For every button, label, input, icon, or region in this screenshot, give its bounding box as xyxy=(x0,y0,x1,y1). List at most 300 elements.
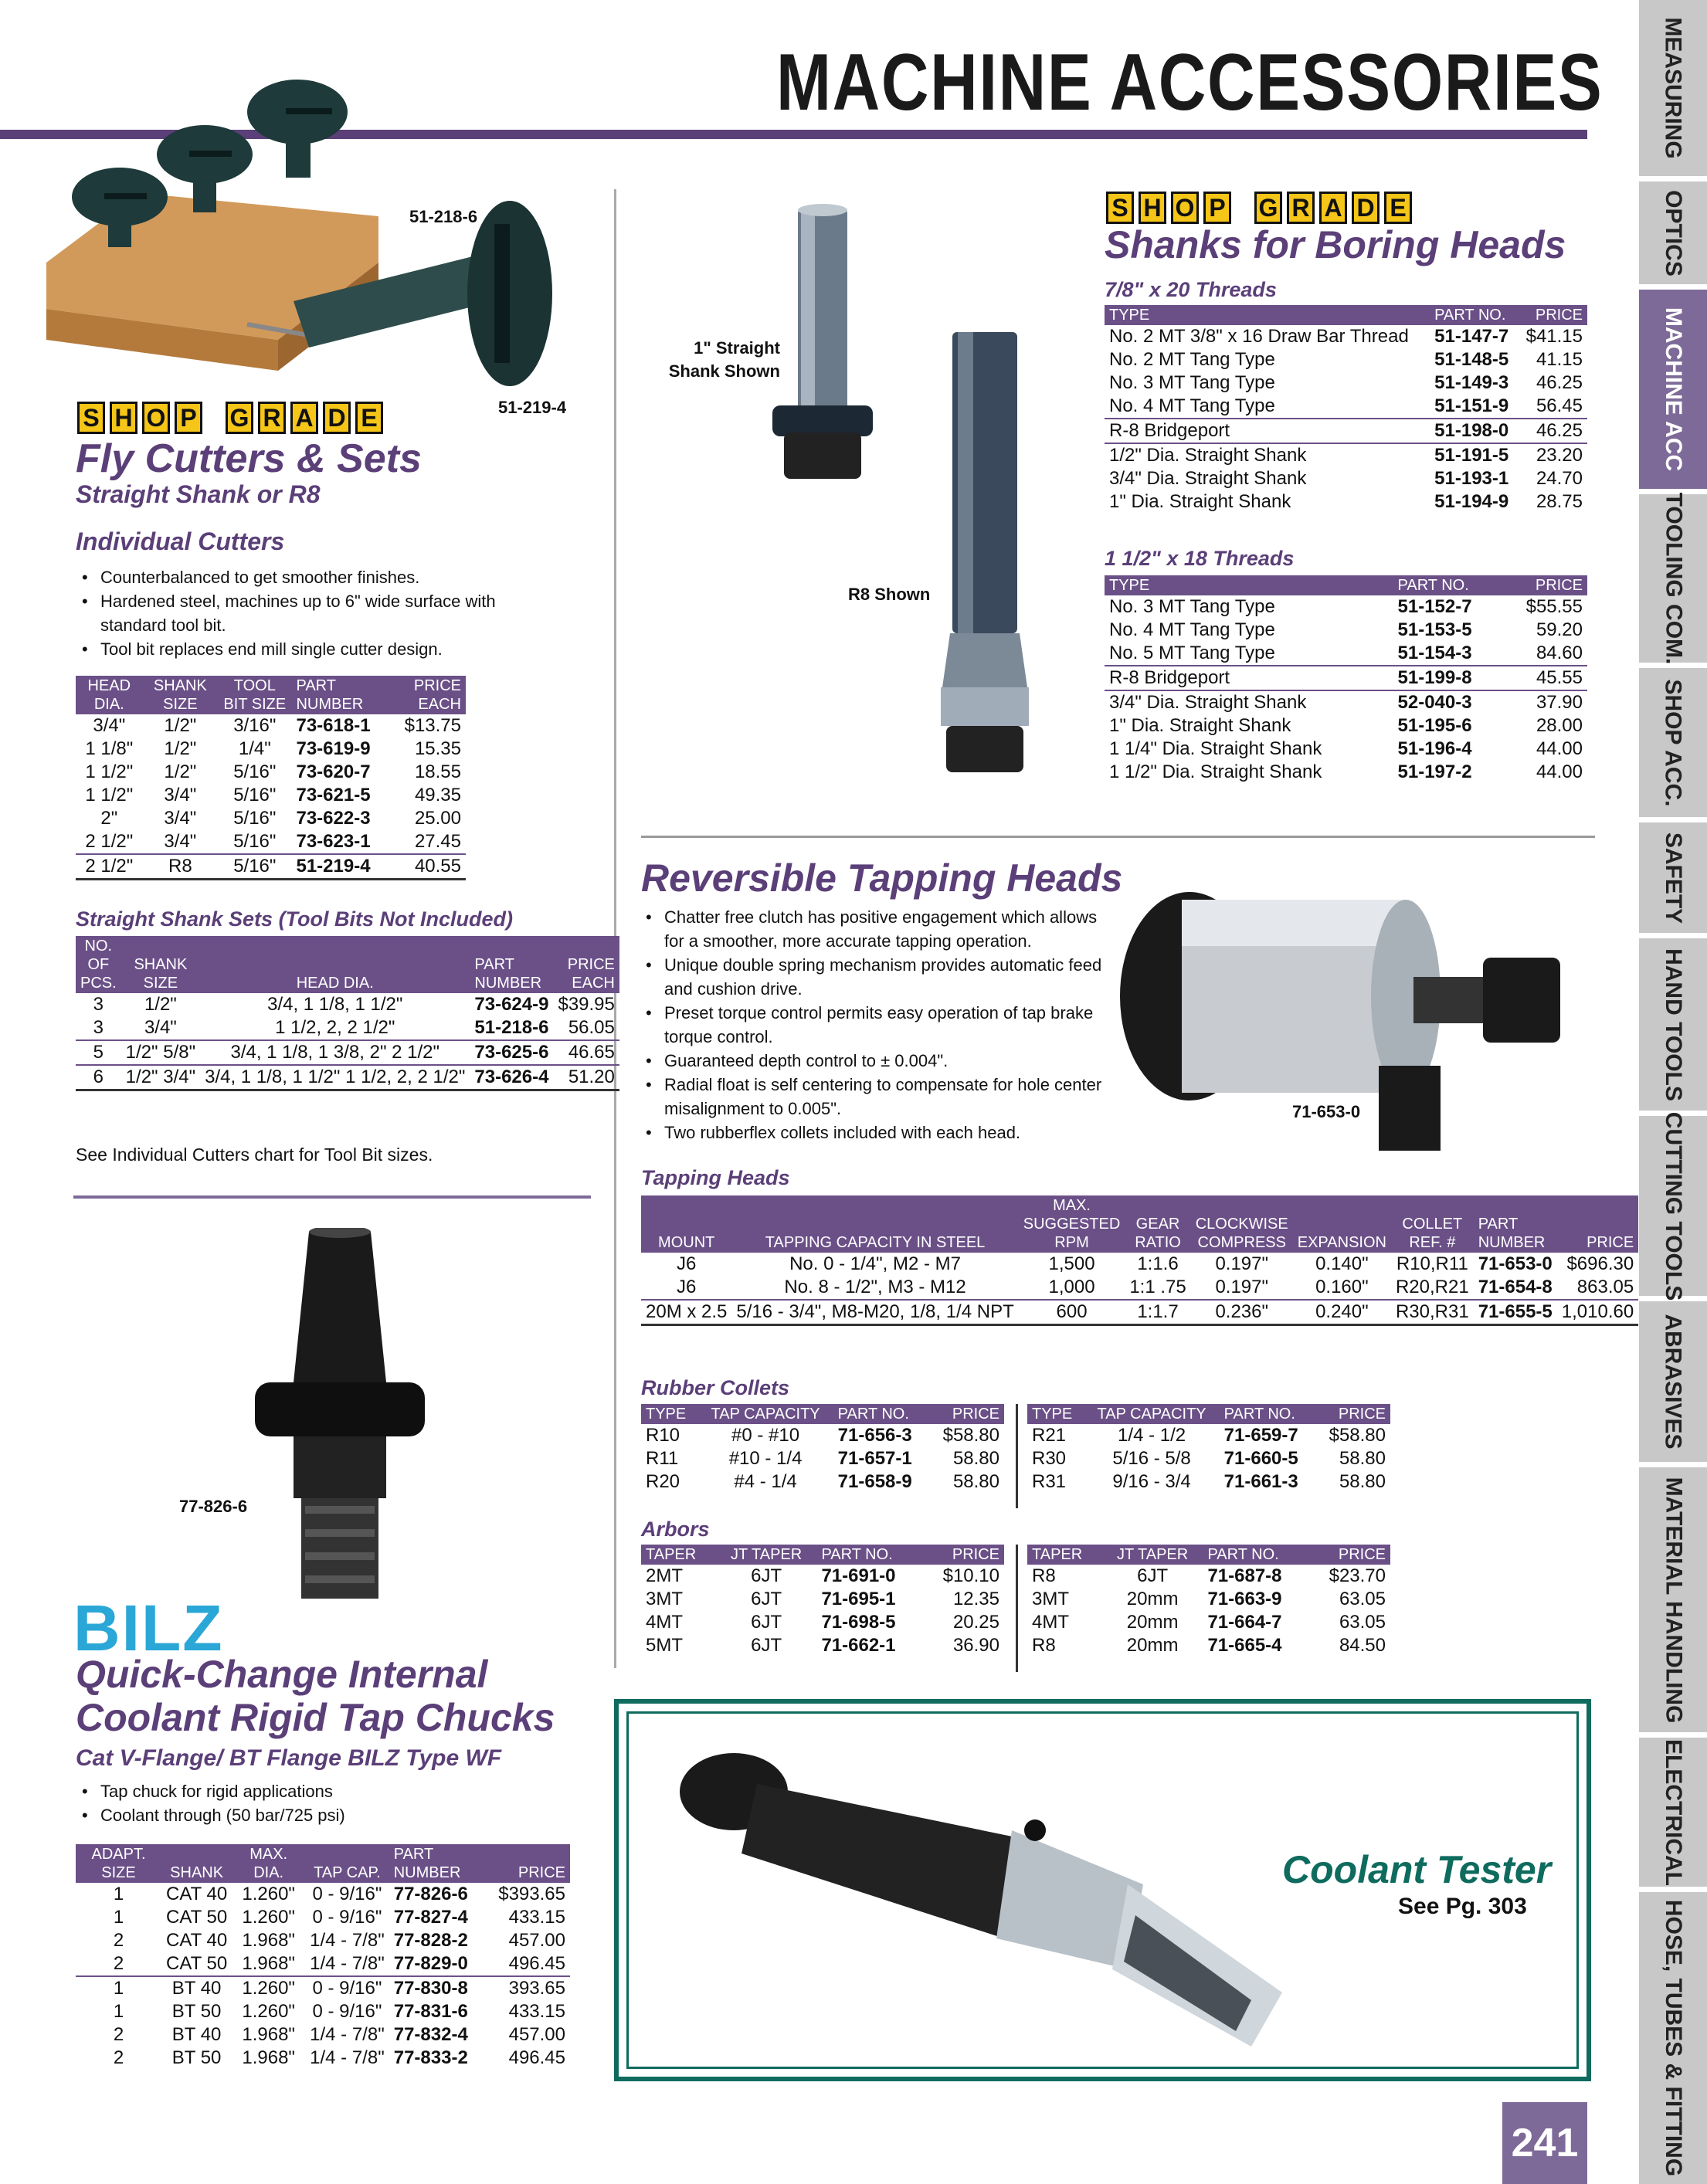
table-cell: 71-659-7 xyxy=(1223,1425,1298,1446)
table-cell: 73-626-4 xyxy=(470,1065,553,1090)
table-cell: 73-622-3 xyxy=(296,808,371,829)
table-cell: 1/2" xyxy=(164,761,197,782)
photo-label-51-219-4: 51-219-4 xyxy=(498,398,567,417)
table-cell: J6 xyxy=(677,1277,697,1297)
column-header: TOOL BIT SIZE xyxy=(218,676,291,714)
side-tab-label: TOOLING COM. xyxy=(1661,492,1686,665)
table-cell: 58.80 xyxy=(1339,1471,1386,1492)
bullet-item: • Two rubberflex collets included with each head. xyxy=(641,1121,1105,1145)
table-row xyxy=(1105,348,1587,371)
table-cell: 1.968" xyxy=(242,2047,295,2068)
side-tab-electrical[interactable] xyxy=(1637,1738,1707,1887)
column-header: TAPER xyxy=(1027,1545,1102,1565)
table-cell: 36.90 xyxy=(952,1635,999,1656)
table-row xyxy=(76,1040,619,1065)
table-cell: 1/4 - 7/8" xyxy=(310,2024,385,2045)
table-cell: 73-620-7 xyxy=(296,761,371,782)
table-cell: BT 50 xyxy=(171,2047,222,2068)
table-cell: 0.197" xyxy=(1215,1277,1269,1297)
table-cell: 3/4" xyxy=(164,831,197,852)
side-tab-label: MACHINE ACC xyxy=(1661,307,1686,472)
column-header: PRICE xyxy=(1308,1545,1390,1565)
table-cell: 6JT xyxy=(751,1589,782,1609)
shop-grade-letter: G xyxy=(226,402,253,434)
table-cell: 20mm xyxy=(1126,1635,1179,1656)
column-header: TAPER xyxy=(641,1545,716,1565)
table-cell: 1.968" xyxy=(242,2024,295,2045)
table-cell: No. 2 MT Tang Type xyxy=(1109,349,1275,370)
bullet-item: • Unique double spring mechanism provides automatic feed and cushion drive. xyxy=(641,953,1105,1001)
shop-grade-letter: G xyxy=(1254,192,1282,224)
table-cell: 71-695-1 xyxy=(821,1589,896,1609)
shop-grade-letter: E xyxy=(355,402,383,434)
table-cell: $10.10 xyxy=(942,1565,999,1586)
table-cell: 1/4 - 7/8" xyxy=(310,1930,385,1951)
column-header: PART NUMBER xyxy=(291,676,387,714)
table-cell: $55.55 xyxy=(1525,596,1583,617)
column-header: EXPANSION xyxy=(1293,1195,1391,1253)
table-row xyxy=(1105,714,1587,738)
section-divider xyxy=(73,1195,591,1199)
side-tab-machine-acc[interactable] xyxy=(1637,290,1707,489)
table-cell: 393.65 xyxy=(494,1976,570,2000)
shop-grade-letter xyxy=(207,402,221,434)
table-cell: 1,000 xyxy=(1048,1277,1095,1297)
r8-shank-label: R8 Shown xyxy=(848,585,931,604)
table-cell: 1" Dia. Straight Shank xyxy=(1109,491,1291,512)
section-divider xyxy=(641,836,1595,838)
bullet-item: • Tool bit replaces end mill single cutter design. xyxy=(77,637,510,661)
table-cell: 1 1/2" xyxy=(85,785,134,805)
table-row xyxy=(76,854,466,880)
table-cell: 5 xyxy=(76,1040,121,1065)
table-cell: 6JT xyxy=(751,1612,782,1633)
table-cell: 4MT xyxy=(1032,1612,1069,1633)
table-cell: 0 - 9/16" xyxy=(312,1907,382,1928)
table-cell: 51-152-7 xyxy=(1397,596,1472,617)
table-row xyxy=(76,807,466,830)
column-header: PRICE xyxy=(494,1844,570,1883)
table-cell: 1 xyxy=(76,1976,161,2000)
table-cell: 433.15 xyxy=(508,2001,565,2022)
table-row xyxy=(76,1906,570,1929)
table-cell: 77-831-6 xyxy=(393,2001,468,2022)
table-cell: 71-653-0 xyxy=(1478,1253,1553,1274)
table-cell: 40.55 xyxy=(387,854,466,880)
bullet-item: • Counterbalanced to get smoother finishes. xyxy=(77,565,510,589)
individual-cutters-heading: Individual Cutters xyxy=(76,527,285,555)
table-cell: 3 xyxy=(93,994,104,1015)
table-cell: 71-656-3 xyxy=(837,1425,912,1446)
table-cell: 5/16" xyxy=(233,831,277,852)
side-tab-label: CUTTING TOOLS xyxy=(1661,1111,1687,1301)
shop-grade-letter: D xyxy=(323,402,351,434)
table-cell: 1 1/2" Dia. Straight Shank xyxy=(1109,761,1322,782)
tapping-heads-subheading: Tapping Heads xyxy=(641,1166,790,1189)
table-cell: R8 xyxy=(1032,1565,1056,1586)
table-cell: 20mm xyxy=(1126,1589,1179,1609)
table-row xyxy=(76,1976,570,2000)
side-tab-shop-acc-[interactable] xyxy=(1637,668,1707,817)
table-cell: 51-195-6 xyxy=(1397,715,1472,736)
bullet-item: • Coolant through (50 bar/725 psi) xyxy=(77,1803,541,1827)
side-tab-label: MEASURING xyxy=(1661,17,1686,159)
shop-grade-letter: O xyxy=(142,402,170,434)
table-cell: 1.260" xyxy=(242,1907,295,1928)
table-cell: 51-198-0 xyxy=(1430,419,1518,443)
bullet-item: • Radial float is self centering to compensate for hole center misalignment to 0.005". xyxy=(641,1073,1105,1121)
table-cell: 0.140" xyxy=(1315,1253,1369,1274)
table-cell: 0 - 9/16" xyxy=(305,1976,389,2000)
arbors-heading: Arbors xyxy=(641,1518,710,1541)
column-header: TYPE xyxy=(1027,1404,1084,1424)
column-header: TYPE xyxy=(1105,575,1393,595)
table-cell: 51-194-9 xyxy=(1434,491,1509,512)
table-cell: R-8 Bridgeport xyxy=(1105,419,1430,443)
table-cell: 3MT xyxy=(1032,1589,1069,1609)
table-cell: CAT 40 xyxy=(166,1884,228,1904)
table-cell: 1/4 - 7/8" xyxy=(310,1953,385,1974)
table-cell: 1 xyxy=(113,1907,124,1928)
table-row xyxy=(1027,1447,1390,1470)
table-cell: 51-199-8 xyxy=(1393,666,1502,690)
table-cell: 24.70 xyxy=(1536,468,1583,489)
table-cell: 3MT xyxy=(646,1589,683,1609)
table-cell: 1:1 .75 xyxy=(1129,1277,1186,1297)
table-cell: 3/4" xyxy=(144,1017,177,1038)
column-header: SHANK SIZE xyxy=(121,936,200,993)
table-cell: 20.25 xyxy=(952,1612,999,1633)
table-cell: 12.35 xyxy=(952,1589,999,1609)
rubber-collets-table-left xyxy=(641,1404,1004,1494)
side-tab-tooling-com-[interactable] xyxy=(1637,494,1707,663)
table-cell: 51-191-5 xyxy=(1430,443,1518,467)
table-cell: 0 - 9/16" xyxy=(312,2001,382,2022)
table-cell: R31 xyxy=(1032,1471,1067,1492)
coolant-tester-ref: See Pg. 303 xyxy=(1398,1894,1527,1919)
side-tab-label: OPTICS xyxy=(1661,189,1686,276)
table-row xyxy=(76,1065,619,1090)
table-cell: 71-665-4 xyxy=(1207,1635,1282,1656)
table-cell: 1/2" xyxy=(144,994,177,1015)
table-cell: 1.260" xyxy=(242,2001,295,2022)
table-cell: 2 1/2" xyxy=(85,831,134,852)
table-cell: 63.05 xyxy=(1339,1612,1386,1633)
rubber-collets-table-right xyxy=(1027,1404,1390,1494)
table-cell: R20 xyxy=(646,1471,680,1492)
table-cell: #10 - 1/4 xyxy=(728,1448,803,1469)
table-cell: 3/4" xyxy=(164,808,197,829)
table-row xyxy=(1027,1424,1390,1447)
table-cell: 28.75 xyxy=(1536,491,1583,512)
table-row xyxy=(1027,1470,1390,1494)
straight-shank-sets-heading: Straight Shank Sets (Tool Bits Not Included) xyxy=(76,907,514,931)
fly-cutters-subtitle: Straight Shank or R8 xyxy=(76,480,321,508)
table-cell: 71-663-9 xyxy=(1207,1589,1282,1609)
side-tab-label: ELECTRICAL xyxy=(1661,1738,1686,1886)
table-cell: 1/2" Dia. Straight Shank xyxy=(1105,443,1430,467)
table-cell: 58.80 xyxy=(952,1471,999,1492)
table-cell: 1 1/2, 2, 2 1/2" xyxy=(275,1017,395,1038)
arbors-table-right xyxy=(1027,1545,1390,1657)
table-cell: No. 8 - 1/2", M3 - M12 xyxy=(784,1277,966,1297)
table-row xyxy=(76,1883,570,1906)
table-row xyxy=(641,1253,1638,1276)
column-header: PRICE xyxy=(921,1545,1004,1565)
table-cell: 58.80 xyxy=(952,1448,999,1469)
page-title: MACHINE ACCESSORIES xyxy=(775,38,1603,127)
table-cell: 1/2" 3/4" xyxy=(121,1065,200,1090)
bullet-item: • Hardened steel, machines up to 6" wide surface with standard tool bit. xyxy=(77,589,510,637)
column-header: PRICE xyxy=(1315,1404,1390,1424)
table-cell: 1/2" xyxy=(164,738,197,759)
table-row xyxy=(1105,325,1587,348)
table-cell: 1" Dia. Straight Shank xyxy=(1109,715,1291,736)
table-cell: 1.968" xyxy=(242,1953,295,1974)
table-cell: $39.95 xyxy=(558,994,615,1015)
table-cell: 51-193-1 xyxy=(1434,468,1509,489)
side-tab-label: ABRASIVES xyxy=(1661,1314,1687,1450)
side-tab-abrasives[interactable] xyxy=(1637,1301,1707,1462)
table-cell: 51-218-6 xyxy=(474,1017,549,1038)
table-row xyxy=(76,761,466,784)
side-tab-hose-tubes-fitting[interactable] xyxy=(1637,1892,1707,2184)
shop-grade-letter: A xyxy=(290,402,318,434)
table-cell: 25.00 xyxy=(414,808,461,829)
table-cell: 6 xyxy=(76,1065,121,1090)
table-cell: 2 1/2" xyxy=(76,854,143,880)
table-cell: No. 4 MT Tang Type xyxy=(1109,619,1275,640)
column-header: HEAD DIA. xyxy=(76,676,143,714)
table-cell: 5/16 - 3/4", M8-M20, 1/8, 1/4 NPT xyxy=(731,1300,1018,1325)
table-cell: 27.45 xyxy=(414,831,461,852)
table-row xyxy=(1105,490,1587,514)
table-row xyxy=(641,1588,1004,1611)
table-cell: 77-828-2 xyxy=(393,1930,468,1951)
table-row xyxy=(76,1929,570,1952)
table-row xyxy=(76,738,466,761)
table-cell: 71-657-1 xyxy=(837,1448,912,1469)
table-cell: 77-832-4 xyxy=(393,2024,468,2045)
table-row xyxy=(1027,1634,1390,1657)
table-row xyxy=(1105,666,1587,690)
tapping-heads-table xyxy=(641,1195,1638,1326)
shop-grade-badge xyxy=(77,402,383,434)
table-cell: 51-196-4 xyxy=(1397,738,1472,759)
tool-bit-note: See Individual Cutters chart for Tool Bit sizes. xyxy=(76,1145,433,1165)
column-header: PRICE xyxy=(1518,305,1587,325)
column-header: SHANK SIZE xyxy=(143,676,219,714)
table-cell: No. 4 MT Tang Type xyxy=(1109,395,1275,416)
table-cell: 45.55 xyxy=(1502,666,1587,690)
shop-grade-letter: S xyxy=(77,402,105,434)
arbors-table-left xyxy=(641,1545,1004,1657)
fly-cutters-title: Fly Cutters & Sets xyxy=(76,436,422,481)
table-row xyxy=(76,2047,570,2070)
side-tab-hand-tools[interactable] xyxy=(1637,938,1707,1111)
table-cell: 46.65 xyxy=(553,1040,619,1065)
table-cell: 1 1/2" xyxy=(85,761,134,782)
table-row xyxy=(1105,467,1587,490)
column-divider xyxy=(614,189,616,1668)
shop-grade-letter: H xyxy=(1139,192,1166,224)
side-tab-label: HAND TOOLS xyxy=(1661,948,1687,1101)
table-cell: 59.20 xyxy=(1536,619,1583,640)
table-cell: 51-197-2 xyxy=(1397,761,1472,782)
table-cell: 863.05 xyxy=(1576,1277,1634,1297)
table-row xyxy=(76,1016,619,1040)
table-cell: R30 xyxy=(1032,1448,1067,1469)
table-cell: 496.45 xyxy=(508,1953,565,1974)
coolant-tester-title: Coolant Tester xyxy=(1282,1848,1552,1891)
side-tab-measuring[interactable] xyxy=(1637,0,1707,176)
table-cell: 15.35 xyxy=(414,738,461,759)
column-header: PART NO. xyxy=(1203,1545,1307,1565)
straight-shank-sets-table xyxy=(76,936,619,1091)
table-cell: 3/4" xyxy=(93,715,126,736)
shanks-table-2 xyxy=(1105,575,1587,784)
table-row xyxy=(76,784,466,807)
table-cell: 1.260" xyxy=(232,1976,305,2000)
bilz-title-2: Coolant Rigid Tap Chucks xyxy=(76,1696,555,1739)
table-cell: 71-655-5 xyxy=(1474,1300,1557,1325)
table-row xyxy=(1105,371,1587,395)
table-cell: 20M x 2.5 xyxy=(641,1300,731,1325)
divider xyxy=(1016,1545,1018,1672)
shop-grade-letter: A xyxy=(1319,192,1347,224)
table-row xyxy=(1027,1588,1390,1611)
table-cell: 1/2" xyxy=(164,715,197,736)
table-cell: 0.160" xyxy=(1315,1277,1369,1297)
column-header: JT TAPER xyxy=(716,1545,817,1565)
table-cell: 44.00 xyxy=(1536,738,1583,759)
table-row xyxy=(641,1276,1638,1300)
tap-chuck-photo xyxy=(239,1228,440,1630)
side-tab-optics[interactable] xyxy=(1637,181,1707,284)
table-cell: 2 xyxy=(113,1953,124,1974)
table-cell: 3/16" xyxy=(233,715,277,736)
table-cell: $393.65 xyxy=(498,1884,565,1904)
table-cell: 44.00 xyxy=(1536,761,1583,782)
table-cell: 6JT xyxy=(751,1565,782,1586)
table-cell: 2 xyxy=(113,2047,124,2068)
tapping-heads-title: Reversible Tapping Heads xyxy=(641,856,1123,900)
bullet-item: • Tap chuck for rigid applications xyxy=(77,1779,541,1803)
table-cell: CAT 50 xyxy=(166,1907,228,1928)
table-cell: 51-149-3 xyxy=(1434,372,1509,393)
side-tab-label: HOSE, TUBES & FITTING xyxy=(1661,1899,1687,2177)
column-header: PART NO. xyxy=(833,1404,929,1424)
table-cell: 0.236" xyxy=(1191,1300,1293,1325)
table-cell: 73-619-9 xyxy=(296,738,371,759)
table-row xyxy=(1105,395,1587,419)
shop-grade-letter: D xyxy=(1352,192,1380,224)
shop-grade-letter: P xyxy=(175,402,202,434)
table-cell: 457.00 xyxy=(508,2024,565,2045)
side-tab-safety[interactable] xyxy=(1637,822,1707,933)
table-row xyxy=(1105,642,1587,666)
table-cell: 4MT xyxy=(646,1612,683,1633)
shanks-section-7-8: 7/8" x 20 Threads xyxy=(1105,278,1277,301)
column-header: MAX. DIA. xyxy=(232,1844,305,1883)
shop-grade-letter: O xyxy=(1171,192,1199,224)
shop-grade-letter: E xyxy=(1384,192,1412,224)
table-cell: 3/4, 1 1/8, 1 1/2" xyxy=(267,994,403,1015)
photo-label-51-218-6: 51-218-6 xyxy=(409,207,478,226)
table-row xyxy=(1105,761,1587,784)
table-cell: 51.20 xyxy=(553,1065,619,1090)
side-tab-label: SAFETY xyxy=(1661,832,1687,924)
bullet-item: • Guaranteed depth control to ± 0.004". xyxy=(641,1049,1105,1073)
column-header: PART NO. xyxy=(1430,305,1518,325)
table-cell: 6JT xyxy=(1137,1565,1169,1586)
table-cell: BT 50 xyxy=(171,2001,222,2022)
shop-grade-letter: H xyxy=(110,402,137,434)
table-row xyxy=(1105,443,1587,467)
side-tab-material-handling[interactable] xyxy=(1637,1467,1707,1732)
rubber-collets-heading: Rubber Collets xyxy=(641,1376,790,1399)
table-cell: 52-040-3 xyxy=(1393,690,1502,714)
table-cell: BT 40 xyxy=(161,1976,232,2000)
table-row xyxy=(1027,1611,1390,1634)
table-cell: 2 xyxy=(113,2024,124,2045)
table-cell: 5/16 - 5/8 xyxy=(1112,1448,1191,1469)
table-cell: 3/4, 1 1/8, 1 1/2" 1 1/2, 2, 2 1/2" xyxy=(200,1065,470,1090)
tapping-bullets xyxy=(641,905,1105,1145)
table-cell: 71-691-0 xyxy=(821,1565,896,1586)
table-cell: 1 1/4" Dia. Straight Shank xyxy=(1109,738,1322,759)
bilz-bullets xyxy=(77,1779,541,1827)
table-cell: 2" xyxy=(100,808,118,829)
table-row xyxy=(1105,595,1587,619)
table-cell: 58.80 xyxy=(1339,1448,1386,1469)
table-cell: No. 2 MT 3/8" x 16 Draw Bar Thread xyxy=(1109,326,1409,347)
table-cell: 600 xyxy=(1019,1300,1125,1325)
table-cell: #0 - #10 xyxy=(731,1425,800,1446)
table-cell: 3 xyxy=(93,1017,104,1038)
shop-grade-letter: S xyxy=(1106,192,1134,224)
table-row xyxy=(1105,738,1587,761)
table-cell: R30,R31 xyxy=(1391,1300,1474,1325)
column-header: SHANK xyxy=(161,1844,232,1883)
column-header: HEAD DIA. xyxy=(200,936,470,993)
table-cell: 3/4" xyxy=(164,785,197,805)
table-row xyxy=(641,1447,1004,1470)
column-header: TAP CAP. xyxy=(305,1844,389,1883)
table-cell: 71-687-8 xyxy=(1207,1565,1282,1586)
bilz-subtitle: Cat V-Flange/ BT Flange BILZ Type WF xyxy=(76,1745,502,1771)
individual-cutters-table xyxy=(76,676,466,880)
column-header: MAX. SUGGESTED RPM xyxy=(1019,1195,1125,1253)
side-tab-cutting-tools[interactable] xyxy=(1637,1111,1707,1301)
table-cell: No. 5 MT Tang Type xyxy=(1109,643,1275,663)
column-header: PRICE xyxy=(928,1404,1004,1424)
table-cell: 1,500 xyxy=(1048,1253,1095,1274)
table-cell: R8 xyxy=(1032,1635,1056,1656)
table-cell: 46.25 xyxy=(1536,372,1583,393)
table-cell: 71-660-5 xyxy=(1223,1448,1298,1469)
table-cell: J6 xyxy=(677,1253,697,1274)
column-header: TYPE xyxy=(641,1404,697,1424)
table-cell: 1,010.60 xyxy=(1557,1300,1638,1325)
column-header: PRICE xyxy=(1557,1195,1638,1253)
table-row xyxy=(76,714,466,738)
table-cell: 51-154-3 xyxy=(1397,643,1472,663)
r8-shank-photo xyxy=(927,324,1043,780)
table-cell: 28.00 xyxy=(1536,715,1583,736)
table-cell: 9/16 - 3/4 xyxy=(1112,1471,1191,1492)
table-row xyxy=(1027,1565,1390,1588)
